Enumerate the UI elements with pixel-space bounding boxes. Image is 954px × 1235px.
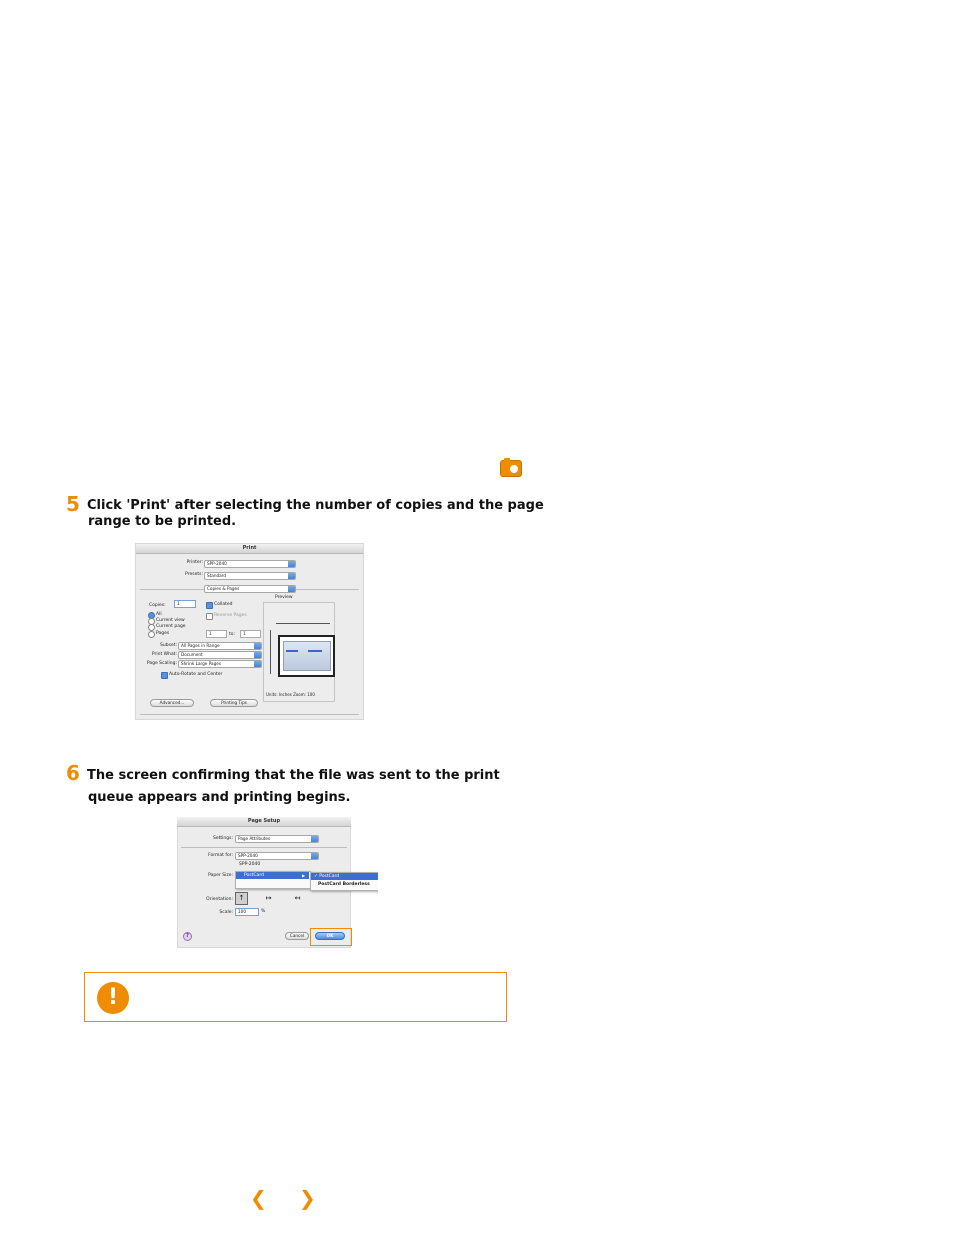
step-5-text-line2: range to be printed. — [88, 514, 237, 529]
page-setup-dialog — [177, 817, 378, 948]
divider — [181, 847, 347, 848]
range-option: Current page — [156, 624, 186, 629]
height-dimension-line — [270, 630, 271, 674]
reverse-landscape-orientation-icon[interactable]: ↤ — [294, 894, 301, 902]
page-scaling-label: Page Scaling: — [146, 661, 177, 666]
ok-button[interactable]: OK — [315, 932, 345, 940]
camera-icon[interactable] — [500, 460, 522, 477]
chevron-down-icon — [254, 651, 261, 659]
collated-label: Collated — [214, 602, 233, 607]
warning-icon: ! — [97, 982, 129, 1014]
range-pages-radio[interactable] — [148, 631, 155, 638]
copies-label: Copies: — [149, 603, 166, 608]
presets-label: Presets: — [185, 572, 203, 577]
previous-page-arrow-icon[interactable]: ❮ — [250, 1186, 267, 1210]
chevron-down-icon — [254, 660, 261, 668]
paper-size-label: Paper Size: — [208, 873, 233, 878]
pages-to-label: to: — [229, 632, 236, 637]
preview-panel — [263, 602, 335, 702]
page-scaling-select-value: Shrink Large Pages — [181, 661, 222, 666]
help-icon[interactable]: ? — [183, 932, 192, 941]
subset-select[interactable] — [178, 642, 262, 650]
print-what-label: Print What: — [151, 652, 177, 657]
paper-size-submenu — [310, 872, 378, 891]
step-5-text-line1: Click 'Print' after selecting the number of copies and the page — [87, 498, 544, 513]
presets-select[interactable] — [204, 572, 296, 580]
printing-tips-button[interactable]: Printing Tips — [210, 699, 258, 707]
scale-unit: % — [261, 909, 266, 914]
presets-select-value: Standard — [207, 573, 227, 578]
submenu-item-label: PostCard Borderless — [318, 882, 370, 887]
printer-label: Printer: — [186, 560, 203, 565]
reverse-pages-label: Reverse Pages — [214, 613, 247, 618]
format-for-label: Format for: — [208, 853, 233, 858]
chevron-down-icon — [288, 560, 295, 568]
pages-to-input[interactable]: 1 — [240, 630, 261, 638]
advanced-button[interactable]: Advanced... — [150, 699, 194, 707]
range-option: Current view — [156, 618, 185, 623]
cancel-button[interactable]: Cancel — [285, 932, 309, 940]
submenu-item-label: ✓ PostCard — [314, 874, 340, 879]
print-what-select[interactable] — [178, 651, 262, 659]
scale-input[interactable]: 100 — [235, 908, 259, 916]
print-dialog — [135, 543, 364, 720]
range-option: Pages — [156, 631, 170, 636]
divider — [140, 714, 359, 715]
landscape-orientation-icon[interactable]: ↦ — [265, 894, 272, 902]
preview-content-bar — [286, 650, 298, 652]
preview-label: Preview — [275, 595, 293, 600]
printer-select-value: SPP-2040 — [207, 561, 227, 566]
paper-size-value: PostCard — [244, 873, 264, 878]
settings-select[interactable] — [235, 835, 319, 843]
range-option: All — [156, 612, 162, 617]
collated-checkbox[interactable] — [206, 602, 213, 609]
preview-page — [278, 635, 335, 677]
submenu-arrow-icon: ▶ — [302, 873, 306, 878]
subset-label: Subset: — [160, 643, 177, 648]
chevron-down-icon — [311, 835, 318, 843]
range-current-page-radio[interactable] — [148, 624, 155, 631]
camera-icon-lens — [510, 465, 518, 473]
orientation-label: Orientation: — [206, 897, 233, 902]
copies-input[interactable]: 1 — [174, 600, 196, 608]
pages-from-input[interactable]: 1 — [206, 630, 227, 638]
chevron-down-icon — [288, 585, 295, 593]
print-dialog-title: Print — [136, 544, 363, 554]
portrait-orientation-icon[interactable]: ↑ — [235, 892, 248, 905]
print-what-select-value: Document — [181, 652, 203, 657]
submenu-item-postcard-borderless[interactable] — [311, 881, 378, 888]
paper-size-highlight[interactable] — [236, 872, 309, 879]
units-zoom-text: Units: Inches Zoom: 100 — [266, 692, 315, 697]
page-setup-title: Page Setup — [177, 817, 351, 827]
printer-select[interactable] — [204, 560, 296, 568]
format-for-select-value: SPP-2040 — [238, 853, 258, 858]
auto-rotate-label: Auto-Rotate and Center — [169, 672, 223, 677]
width-dimension-line — [276, 623, 330, 624]
chevron-down-icon — [254, 642, 261, 650]
panel-select[interactable] — [204, 585, 296, 593]
subset-select-value: All Pages in Range — [181, 643, 220, 648]
step-6-text-line2: queue appears and printing begins. — [88, 790, 351, 805]
format-for-sub: SPP-2040 — [239, 862, 261, 867]
step-6-text-line1: The screen confirming that the file was sent to the print — [87, 768, 500, 783]
preview-content-bar — [308, 650, 322, 652]
chevron-down-icon — [288, 572, 295, 580]
format-for-select[interactable] — [235, 852, 319, 860]
preview-content-image — [283, 641, 331, 671]
settings-label: Settings: — [213, 836, 233, 841]
auto-rotate-checkbox[interactable] — [161, 672, 168, 679]
scale-label: Scale: — [219, 910, 233, 915]
page-scaling-select[interactable] — [178, 660, 262, 668]
settings-select-value: Page Attributes — [238, 836, 271, 841]
chevron-down-icon — [311, 852, 318, 860]
next-page-arrow-icon[interactable]: ❯ — [299, 1186, 316, 1210]
step-5-number: 5 — [66, 492, 80, 516]
panel-select-value: Copies & Pages — [207, 586, 240, 591]
reverse-pages-checkbox[interactable] — [206, 613, 213, 620]
step-6-number: 6 — [66, 761, 80, 785]
warning-box — [84, 972, 507, 1022]
submenu-item-postcard[interactable] — [311, 873, 378, 880]
camera-icon-bump — [504, 458, 510, 461]
